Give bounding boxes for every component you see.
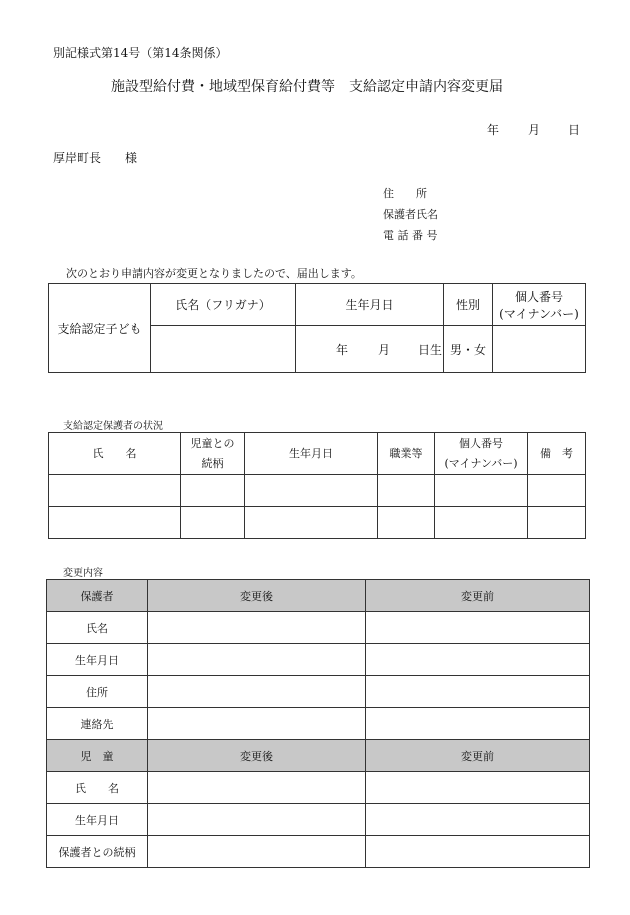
table-row [47,676,590,708]
child-birth-header: 生年月日 [296,284,444,326]
change-before-cell[interactable] [366,772,590,804]
guardian-remarks-cell[interactable] [528,475,586,507]
guardian-mynumber-header-line2: (マイナンバー) [444,456,518,470]
guardian-birth-cell[interactable] [245,475,378,507]
guardian-name-header: 氏 名 [49,433,181,475]
guardian-occupation-header: 職業等 [378,433,435,475]
table-row [47,772,590,804]
child-sex-header: 性別 [444,284,493,326]
guardian-mynumber-cell[interactable] [435,475,528,507]
guardian-relation-cell[interactable] [181,475,245,507]
change-row-label: 生年月日 [47,804,148,836]
table-row [47,708,590,740]
table-row [47,804,590,836]
child-mynumber-cell[interactable] [493,326,586,373]
change-row-label: 氏名 [47,612,148,644]
guardian-name-cell[interactable] [49,507,181,539]
applicant-guardian-name-label: 保護者氏名 [383,208,438,221]
applicant-phone-label: 電 話 番 号 [383,229,438,242]
date-day-label: 日 [568,123,581,137]
guardian-occupation-cell[interactable] [378,507,435,539]
child-birth-year: 年 [336,342,349,357]
change-before-cell[interactable] [366,708,590,740]
change-after-cell[interactable] [148,772,366,804]
intro-text: 次のとおり申請内容が変更となりましたので、届出します。 [66,267,362,280]
guardian-section-title: 支給認定保護者の状況 [63,421,163,432]
form-title: 施設型給付費・地域型保育給付費等 支給認定申請内容変更届 [111,79,503,95]
guardian-occupation-cell[interactable] [378,475,435,507]
form-number: 別記様式第14号（第14条関係） [53,46,228,60]
guardian-table [48,432,586,539]
change-before-header: 変更前 [366,580,590,612]
date-month-label: 月 [528,123,541,137]
table-row [47,644,590,676]
child-table [48,283,586,373]
change-after-header: 変更後 [148,580,366,612]
change-row-label: 氏 名 [47,772,148,804]
change-after-cell[interactable] [148,804,366,836]
change-after-header: 変更後 [148,740,366,772]
child-birth-month: 月 [378,342,391,357]
change-child-header: 児 童 [47,740,148,772]
guardian-mynumber-header [435,433,528,475]
guardian-relation-header [181,433,245,475]
change-row-label: 連絡先 [47,708,148,740]
table-row [49,475,586,507]
change-before-cell[interactable] [366,676,590,708]
change-before-header: 変更前 [366,740,590,772]
change-after-cell[interactable] [148,676,366,708]
change-after-cell[interactable] [148,644,366,676]
change-before-cell[interactable] [366,804,590,836]
applicant-address-label: 住 所 [383,187,427,200]
change-after-cell[interactable] [148,708,366,740]
change-after-cell[interactable] [148,612,366,644]
change-row-label: 生年月日 [47,644,148,676]
child-row-label: 支給認定子ども [49,284,151,373]
table-row [49,507,586,539]
date-year-label: 年 [487,123,500,137]
change-before-cell[interactable] [366,612,590,644]
change-guardian-header: 保護者 [47,580,148,612]
child-birth-cell[interactable] [296,326,444,373]
child-name-header: 氏名（フリガナ） [151,284,296,326]
table-row [47,612,590,644]
guardian-name-cell[interactable] [49,475,181,507]
change-row-label: 住所 [47,676,148,708]
child-mynumber-header [493,284,586,326]
child-name-cell[interactable] [151,326,296,373]
child-mynumber-header-line2: (マイナンバー) [499,306,579,321]
change-before-cell[interactable] [366,836,590,868]
guardian-relation-header-line2: 続柄 [201,456,224,470]
addressee: 厚岸町長 様 [53,151,138,165]
guardian-mynumber-header-line1: 個人番号 [459,436,503,450]
child-birth-day: 日生 [418,342,443,357]
change-table [46,579,590,868]
guardian-relation-header-line1: 児童との [190,436,235,450]
table-row [47,836,590,868]
guardian-remarks-header: 備 考 [528,433,586,475]
change-after-cell[interactable] [148,836,366,868]
change-before-cell[interactable] [366,644,590,676]
change-section-title: 変更内容 [63,568,103,579]
guardian-birth-header: 生年月日 [245,433,378,475]
guardian-mynumber-cell[interactable] [435,507,528,539]
guardian-birth-cell[interactable] [245,507,378,539]
guardian-remarks-cell[interactable] [528,507,586,539]
child-sex-cell[interactable]: 男・女 [444,326,493,373]
guardian-relation-cell[interactable] [181,507,245,539]
child-mynumber-header-line1: 個人番号 [514,289,563,304]
change-row-label: 保護者との続柄 [47,836,148,868]
